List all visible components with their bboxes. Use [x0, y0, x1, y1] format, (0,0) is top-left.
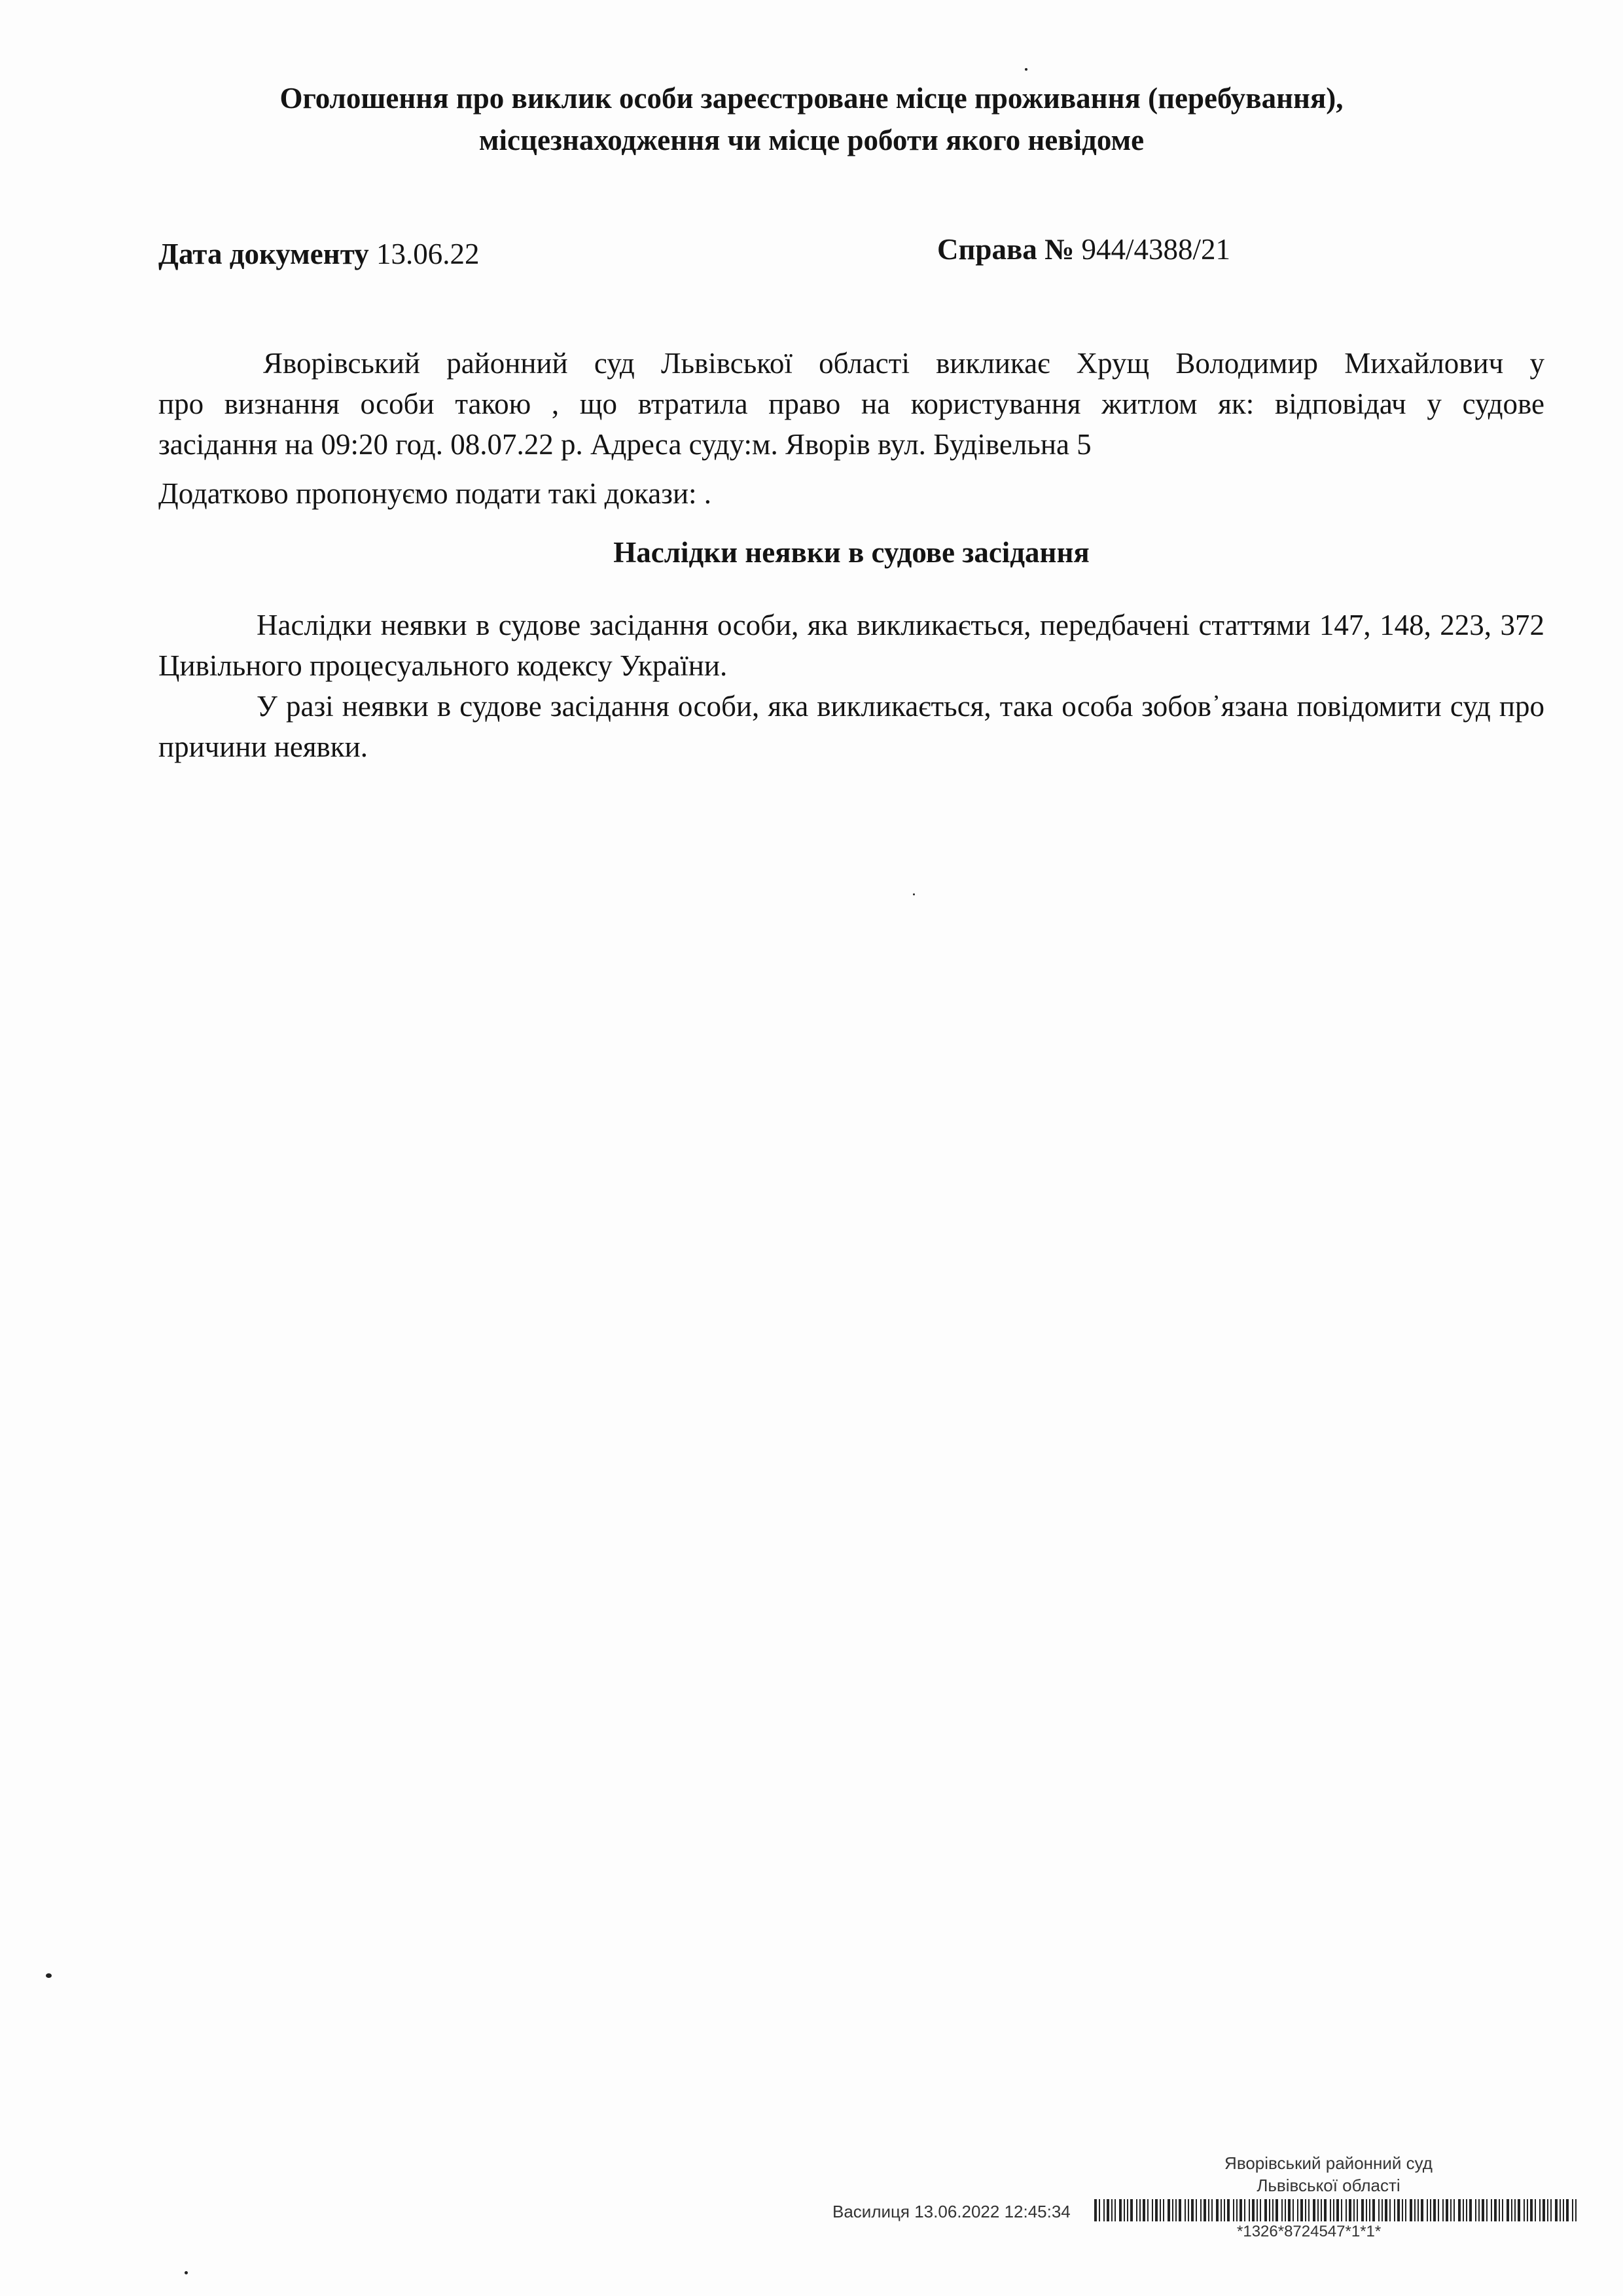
- barcode-bar: [1430, 2199, 1431, 2221]
- barcode-bar: [1410, 2199, 1412, 2221]
- barcode-bar: [1293, 2199, 1294, 2221]
- document-barcode: [1094, 2199, 1578, 2221]
- barcode-bar: [1272, 2199, 1274, 2221]
- footer-court-name: [1204, 2152, 1453, 2197]
- barcode-bar: [1264, 2199, 1267, 2221]
- barcode-bar: [1233, 2199, 1234, 2221]
- barcode-bar: [1491, 2199, 1492, 2221]
- barcode-bar: [1550, 2199, 1552, 2221]
- barcode-bar: [1433, 2199, 1436, 2221]
- barcode-bar: [1535, 2199, 1536, 2221]
- barcode-bar: [1211, 2199, 1213, 2221]
- document-date-label: Дата документу: [158, 238, 369, 270]
- barcode-bar: [1475, 2199, 1476, 2221]
- barcode-bar: [1313, 2199, 1315, 2221]
- barcode-bar: [1094, 2199, 1097, 2221]
- barcode-bar: [1507, 2199, 1509, 2221]
- barcode-bar: [1353, 2199, 1355, 2221]
- barcode-bar: [1188, 2199, 1189, 2221]
- barcode-bar: [1208, 2199, 1209, 2221]
- barcode-bar: [1269, 2199, 1270, 2221]
- barcode-bar: [1333, 2199, 1334, 2221]
- barcode-bar: [1321, 2199, 1322, 2221]
- title-line-2: місцезнаходження чи місце роботи якого невідоме: [478, 124, 1145, 156]
- document-date-value: 13.06.22: [376, 238, 480, 270]
- barcode-bar: [1107, 2199, 1109, 2221]
- barcode-bar: [1111, 2199, 1113, 2221]
- barcode-bar: [1502, 2199, 1503, 2221]
- barcode-bar: [1224, 2199, 1225, 2221]
- barcode-bar: [1547, 2199, 1548, 2221]
- barcode-bar: [1575, 2199, 1577, 2221]
- barcode-bar: [1168, 2199, 1170, 2221]
- barcode-bar: [1216, 2199, 1219, 2221]
- barcode-bar: [1397, 2199, 1400, 2221]
- scan-speck: [46, 1973, 52, 1978]
- additional-evidence: Додатково пропонуємо подати такі докази: .: [158, 477, 712, 510]
- barcode-bar: [1130, 2199, 1133, 2221]
- barcode-bar: [1530, 2199, 1533, 2221]
- barcode-bar: [1139, 2199, 1141, 2221]
- barcode-bar: [1438, 2199, 1439, 2221]
- barcode-bar: [1357, 2199, 1358, 2221]
- case-number-label: Справа №: [937, 233, 1075, 266]
- barcode-bar: [1260, 2199, 1261, 2221]
- barcode-bar: [1394, 2199, 1395, 2221]
- scan-speck: [1025, 68, 1027, 71]
- barcode-bar: [1372, 2199, 1375, 2221]
- barcode-bar: [1115, 2199, 1116, 2221]
- summons-line-3: засідання на 09:20 год. 08.07.22 р. Адреса суду:м. Яворів вул. Будівельна 5: [158, 428, 1092, 461]
- barcode-code-text: *1326*8724547*1*1*: [1237, 2223, 1382, 2240]
- barcode-bar: [1281, 2199, 1283, 2221]
- barcode-bar: [1469, 2199, 1472, 2221]
- barcode-bar: [1572, 2199, 1573, 2221]
- barcode-bar: [1257, 2199, 1258, 2221]
- footer-court-line-1: Яворівський районний суд: [1224, 2153, 1433, 2173]
- barcode-bar: [1518, 2199, 1520, 2221]
- barcode-bar: [1463, 2199, 1464, 2221]
- footer-court-line-2: Львівської області: [1257, 2176, 1400, 2195]
- summons-paragraph: [158, 343, 1544, 465]
- barcode-bar: [1494, 2199, 1497, 2221]
- barcode-bar: [1147, 2199, 1149, 2221]
- barcode-bar: [1555, 2199, 1558, 2221]
- document-date: [158, 237, 479, 271]
- barcode-bar: [1163, 2199, 1164, 2221]
- barcode-bar: [1514, 2199, 1516, 2221]
- barcode-bar: [1124, 2199, 1125, 2221]
- barcode-bar: [1421, 2199, 1423, 2221]
- barcode-bar: [1524, 2199, 1525, 2221]
- barcode-bar: [1249, 2199, 1250, 2221]
- barcode-bar: [1317, 2199, 1319, 2221]
- barcode-bar: [1099, 2199, 1100, 2221]
- barcode-bar: [1566, 2199, 1569, 2221]
- barcode-bar: [1442, 2199, 1444, 2221]
- barcode-bar: [1369, 2199, 1370, 2221]
- barcode-bar: [1285, 2199, 1286, 2221]
- barcode-bar: [1563, 2199, 1564, 2221]
- barcode-bar: [1179, 2199, 1181, 2221]
- barcode-bar: [1297, 2199, 1298, 2221]
- barcode-bar: [1200, 2199, 1202, 2221]
- document-title: [170, 77, 1453, 161]
- barcode-bar: [1527, 2199, 1528, 2221]
- scan-speck: [185, 2271, 188, 2274]
- barcode-bar: [1300, 2199, 1303, 2221]
- title-line-1: Оголошення про виклик особи зареєстроване місце проживання (перебування),: [279, 82, 1344, 115]
- barcode-bar: [1378, 2199, 1380, 2221]
- barcode-bar: [1221, 2199, 1222, 2221]
- summons-line-1: Яворівський районний суд Львівської області викликає Хрущ Володимир Михайлович у: [263, 347, 1544, 380]
- barcode-bar: [1366, 2199, 1367, 2221]
- consequences-paragraph-2: У разі неявки в судове засідання особи, яка викликається, така особа зобов᾿язана повідомити суд про причини неявки.: [158, 690, 1544, 763]
- barcode-bar: [1185, 2199, 1186, 2221]
- barcode-bar: [1405, 2199, 1406, 2221]
- barcode-bar: [1414, 2199, 1416, 2221]
- summons-line-2: про визнання особи такою , що втратила право на користування житлом як: відповідач у судове: [158, 387, 1544, 420]
- barcode-bar: [1543, 2199, 1545, 2221]
- barcode-bar: [1482, 2199, 1484, 2221]
- barcode-bar: [1486, 2199, 1488, 2221]
- barcode-bar: [1275, 2199, 1278, 2221]
- barcode-bar: [1305, 2199, 1306, 2221]
- barcode-bar: [1227, 2199, 1230, 2221]
- case-number-value: 944/4388/21: [1081, 233, 1230, 266]
- barcode-bar: [1308, 2199, 1310, 2221]
- barcode-bar: [1143, 2199, 1145, 2221]
- barcode-bar: [1172, 2199, 1173, 2221]
- barcode-bar: [1466, 2199, 1467, 2221]
- consequences-paragraph-1: Наслідки неявки в судове засідання особи, яка викликається, передбачені статтями 147, 148, 223, 372 Цивільного процесуального кодексу України.: [158, 609, 1544, 682]
- barcode-bar: [1155, 2199, 1158, 2221]
- barcode-bar: [1204, 2199, 1206, 2221]
- barcode-bar: [1454, 2199, 1455, 2221]
- barcode-bar: [1244, 2199, 1245, 2221]
- barcode-bar: [1288, 2199, 1291, 2221]
- barcode-bar: [1341, 2199, 1342, 2221]
- barcode-bar: [1191, 2199, 1194, 2221]
- barcode-bar: [1361, 2199, 1364, 2221]
- barcode-bar: [1458, 2199, 1461, 2221]
- barcode-bar: [1236, 2199, 1238, 2221]
- barcode-bar: [1152, 2199, 1153, 2221]
- scan-speck: [913, 893, 915, 895]
- barcode-bar: [1382, 2199, 1383, 2221]
- barcode-bar: [1330, 2199, 1331, 2221]
- barcode-bar: [1160, 2199, 1161, 2221]
- barcode-bar: [1389, 2199, 1391, 2221]
- footer-author-timestamp: Василиця 13.06.2022 12:45:34: [832, 2202, 1071, 2221]
- barcode-bar: [1119, 2199, 1122, 2221]
- barcode-bar: [1136, 2199, 1137, 2221]
- barcode-bar: [1336, 2199, 1339, 2221]
- barcode-bar: [1418, 2199, 1419, 2221]
- consequences-heading: Наслідки неявки в судове засідання: [613, 536, 1090, 569]
- barcode-bar: [1385, 2199, 1387, 2221]
- barcode-bar: [1427, 2199, 1428, 2221]
- case-number: [937, 232, 1230, 266]
- barcode-bar: [1349, 2199, 1351, 2221]
- barcode-bar: [1478, 2199, 1480, 2221]
- barcode-bar: [1511, 2199, 1512, 2221]
- barcode-bar: [1175, 2199, 1177, 2221]
- barcode-bar: [1446, 2199, 1448, 2221]
- barcode-bar: [1127, 2199, 1128, 2221]
- consequences-body: [158, 605, 1544, 767]
- barcode-bar: [1450, 2199, 1452, 2221]
- barcode-bar: [1499, 2199, 1500, 2221]
- barcode-bar: [1324, 2199, 1327, 2221]
- barcode-bar: [1196, 2199, 1197, 2221]
- barcode-bar: [1103, 2199, 1105, 2221]
- barcode-bar: [1560, 2199, 1561, 2221]
- barcode-bar: [1240, 2199, 1242, 2221]
- barcode-bar: [1539, 2199, 1541, 2221]
- barcode-bar: [1346, 2199, 1347, 2221]
- barcode-bar: [1252, 2199, 1255, 2221]
- barcode-bar: [1402, 2199, 1403, 2221]
